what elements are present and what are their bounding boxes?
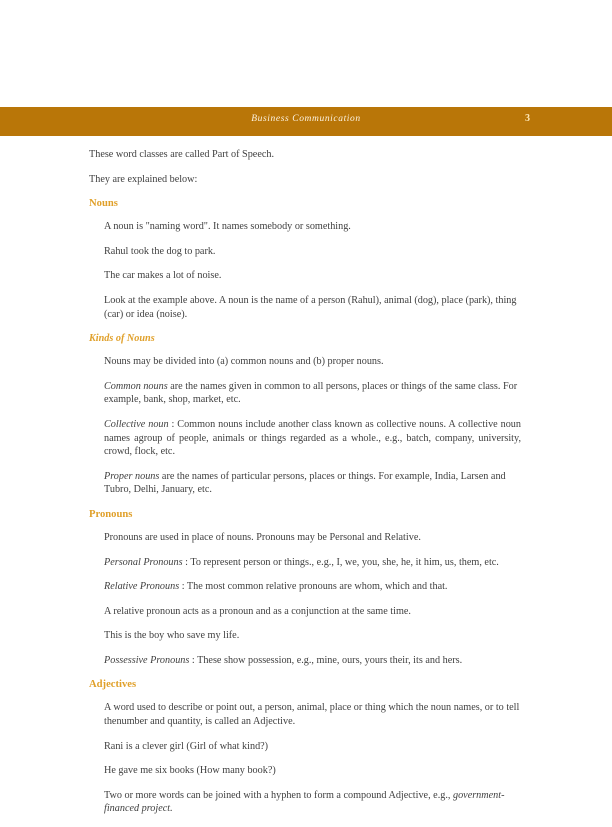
intro-line-1: These word classes are called Part of Speech. [89,149,274,160]
adjectives-paragraph-2: Rani is a clever girl (Girl of what kind?) [104,740,269,752]
term-proper-nouns: Proper nouns [104,470,160,482]
collective-noun-paragraph [89,418,521,459]
nouns-paragraph-1: A noun is "naming word". It names somebody or something. [104,221,351,233]
adjectives-compound-example: government-financed project. [104,789,505,815]
term-common-nouns: Common nouns [104,380,168,392]
adjectives-paragraph-3: He gave me six books (How many book?) [104,765,276,777]
proper-nouns-paragraph [89,470,521,497]
term-relative-pronouns-definition: : The most common relative pronouns are whom, which and that. [179,581,448,593]
term-relative-pronouns: Relative Pronouns [104,581,180,593]
pronouns-paragraph-1: Pronouns are used in place of nouns. Pronouns may be Personal and Relative. [104,531,421,543]
section-heading-adjectives: Adjectives [89,679,137,691]
intro-line-2: They are explained below: [89,173,198,185]
page-content [89,148,521,827]
pronouns-paragraph-3: This is the boy who save my life. [104,630,240,642]
running-header-title: Business Communication [251,114,361,124]
term-collective-noun-definition: : Common nouns include another class known as collective nouns. A collective noun names agroup of people, animals or things regarded as a whole., e.g., batch, company, university, crowd, flock, etc. [104,418,521,458]
page-number: 3 [525,113,530,124]
adjectives-paragraph-1: A word used to describe or point out, a person, animal, place or thing which the noun names, or to tell thenumber and quantity, is called an Adjective. [104,702,520,728]
section-heading-pronouns: Pronouns [89,508,133,520]
nouns-paragraph-4: Look at the example above. A noun is the name of a person (Rahul), animal (dog), place (park), thing (car) or idea (noise). [104,294,517,320]
possessive-pronouns-paragraph [89,654,521,668]
nouns-paragraph-3: The car makes a lot of noise. [104,270,222,282]
term-proper-nouns-definition: are the names of particular persons, places or things. For example, India, Larsen and Tubro, Delhi, January, etc. [104,470,506,496]
term-collective-noun: Collective noun [104,418,169,430]
term-common-nouns-definition: are the names given in common to all persons, places or things of the same class. For example, bank, shop, market, etc. [104,380,518,406]
adjectives-compound-paragraph [89,789,521,816]
section-heading-nouns: Nouns [89,198,118,210]
common-nouns-paragraph [89,380,521,407]
kinds-of-nouns-paragraph-1: Nouns may be divided into (a) common nouns and (b) proper nouns. [104,356,384,368]
nouns-paragraph-2: Rahul took the dog to park. [104,245,216,257]
pronouns-paragraph-2: A relative pronoun acts as a pronoun and as a conjunction at the same time. [104,605,411,617]
relative-pronouns-paragraph [89,580,521,594]
term-personal-pronouns: Personal Pronouns [104,556,183,568]
subheading-kinds-of-nouns: Kinds of Nouns [89,333,155,345]
term-personal-pronouns-definition: : To represent person or things., e.g., I, we, you, she, he, it him, us, them, etc. [182,556,499,568]
adjectives-compound-lead: Two or more words can be joined with a hyphen to form a compound Adjective, e.g., [104,789,453,801]
personal-pronouns-paragraph [89,556,521,570]
running-header-band [0,107,612,136]
term-possessive-pronouns: Possessive Pronouns [104,654,190,666]
term-possessive-pronouns-definition: : These show possession, e.g., mine, ours, yours their, its and hers. [189,654,463,666]
